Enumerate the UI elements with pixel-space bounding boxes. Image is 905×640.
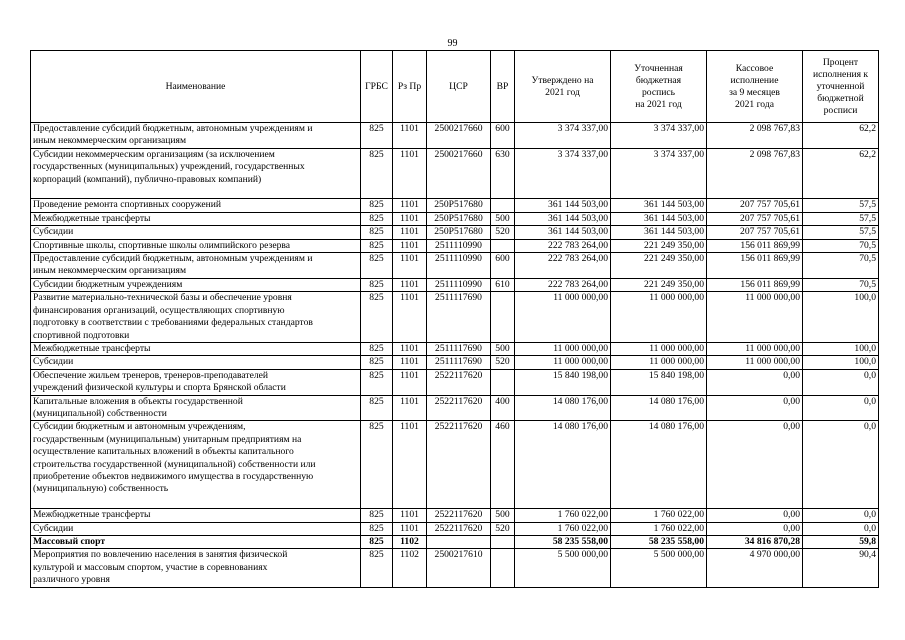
table-row [31,278,879,291]
cell-vr [491,239,515,252]
table-row [31,199,879,212]
header-approved [515,51,611,123]
table-row [31,395,879,421]
text-line [33,186,358,198]
cell-grbs: 825 [361,395,393,421]
cell-name [31,395,361,421]
cell-rzpr: 1101 [393,199,427,212]
cell-grbs: 825 [361,253,393,279]
text-line: Проведение ремонта спортивных сооружений [33,199,222,211]
cell-cash: 11 000 000,00 [707,356,803,369]
table-body [31,123,879,588]
cell-name [31,199,361,212]
cell-refined: 1 760 022,00 [611,509,707,522]
text-line: Субсидии [33,356,74,368]
text-line: Субсидии некоммерческим организациям (за исключением [33,148,275,160]
cell-percent: 0,0 [803,395,879,421]
cell-refined: 221 249 350,00 [611,239,707,252]
cell-approved: 222 783 264,00 [515,278,611,291]
text-line: корпораций (компаний), публично-правовых компаний) [33,173,262,185]
cell-approved: 14 080 176,00 [515,421,611,509]
cell-percent: 57,5 [803,199,879,212]
table-row [31,123,879,149]
cell-vr: 630 [491,148,515,199]
cell-cash: 207 757 705,61 [707,199,803,212]
cell-grbs: 825 [361,226,393,239]
cell-csr: 2500217610 [427,549,491,587]
cell-csr: 2522117620 [427,509,491,522]
cell-rzpr: 1101 [393,356,427,369]
cell-cash: 156 011 869,99 [707,239,803,252]
text-line: роспись [642,86,675,98]
cell-rzpr: 1101 [393,509,427,522]
cell-vr: 520 [491,226,515,239]
text-line: Мероприятия по вовлечению населения в занятия физической [33,549,288,561]
cell-refined: 11 000 000,00 [611,292,707,343]
cell-vr: 610 [491,278,515,291]
header-rzpr: Рз Пр [393,51,427,123]
cell-cash: 207 757 705,61 [707,226,803,239]
cell-approved: 361 144 503,00 [515,199,611,212]
page-number: 99 [447,38,458,49]
cell-percent: 100,0 [803,292,879,343]
text-line: Межбюджетные трансферты [33,342,151,354]
cell-percent: 100,0 [803,342,879,355]
cell-vr [491,536,515,549]
table-row [31,226,879,239]
text-line: Развитие материально-технической базы и обеспечение уровня [33,292,292,304]
cell-rzpr: 1101 [393,342,427,355]
cell-csr: 2511117690 [427,292,491,343]
cell-grbs: 825 [361,421,393,509]
cell-refined: 3 374 337,00 [611,123,707,149]
cell-rzpr: 1101 [393,212,427,225]
cell-approved: 5 500 000,00 [515,549,611,587]
cell-refined: 361 144 503,00 [611,212,707,225]
header-refined [611,51,707,123]
text-line: Утверждено на [531,74,594,86]
cell-name [31,369,361,395]
table-row [31,421,879,509]
header-name: Наименование [31,51,361,123]
text-line: росписи [823,104,858,116]
text-line: Капитальные вложения в объекты государственной [33,395,243,407]
text-line: Уточненная [634,62,683,74]
table-row [31,292,879,343]
cell-refined: 361 144 503,00 [611,199,707,212]
cell-csr: 2522117620 [427,421,491,509]
text-line: учреждений физической культуры и спорта Брянской области [33,382,286,394]
cell-vr: 500 [491,212,515,225]
cell-refined: 15 840 198,00 [611,369,707,395]
cell-csr: 250P517680 [427,212,491,225]
cell-csr: 2500217660 [427,123,491,149]
text-line: (муниципальную) собственность [33,483,169,495]
cell-name [31,123,361,149]
cell-rzpr: 1101 [393,239,427,252]
cell-csr: 2511110990 [427,253,491,279]
cell-approved: 3 374 337,00 [515,148,611,199]
cell-vr: 500 [491,509,515,522]
cell-cash: 11 000 000,00 [707,292,803,343]
cell-refined: 221 249 350,00 [611,253,707,279]
cell-refined: 11 000 000,00 [611,342,707,355]
cell-name [31,148,361,199]
cell-refined: 5 500 000,00 [611,549,707,587]
cell-csr: 2511110990 [427,278,491,291]
text-line: Межбюджетные трансферты [33,509,151,521]
table-row [31,239,879,252]
text-line: иным некоммерческим организациям [33,265,187,277]
cell-rzpr: 1101 [393,148,427,199]
text-line: Массовый спорт [33,536,106,547]
cell-rzpr: 1101 [393,253,427,279]
cell-percent: 57,5 [803,226,879,239]
cell-csr: 2522117620 [427,395,491,421]
cell-cash: 0,00 [707,421,803,509]
cell-approved: 1 760 022,00 [515,522,611,535]
cell-percent: 100,0 [803,356,879,369]
header-csr: ЦСР [427,51,491,123]
header-grbs: ГРБС [361,51,393,123]
cell-grbs: 825 [361,509,393,522]
cell-grbs: 825 [361,239,393,252]
cell-vr: 600 [491,253,515,279]
header-percent [803,51,879,123]
table-row [31,253,879,279]
cell-vr: 500 [491,342,515,355]
text-line: Процент [822,56,859,68]
cell-percent: 62,2 [803,123,879,149]
cell-cash: 4 970 000,00 [707,549,803,587]
cell-name [31,509,361,522]
cell-percent: 70,5 [803,253,879,279]
cell-csr: 2511110990 [427,239,491,252]
cell-cash: 156 011 869,99 [707,278,803,291]
table-row [31,369,879,395]
cell-rzpr: 1101 [393,522,427,535]
text-line: Спортивные школы, спортивные школы олимпийского резерва [33,239,291,251]
text-line: бюджетная [635,74,682,86]
cell-name [31,549,361,587]
text-line: приобретение объектов недвижимого имущества в государственную [33,470,314,482]
cell-vr [491,292,515,343]
cell-vr [491,199,515,212]
cell-refined: 361 144 503,00 [611,226,707,239]
cell-grbs: 825 [361,342,393,355]
cell-name [31,536,361,549]
text-line: строительства государственной (муниципальной) собственности или [33,458,316,470]
cell-cash: 34 816 870,28 [707,536,803,549]
cell-percent: 0,0 [803,509,879,522]
cell-percent: 70,5 [803,239,879,252]
cell-refined: 221 249 350,00 [611,278,707,291]
cell-vr [491,549,515,587]
cell-percent: 70,5 [803,278,879,291]
cell-percent: 0,0 [803,369,879,395]
text-line: спортивной подготовки [33,329,130,341]
table-header-row [31,51,879,123]
cell-grbs: 825 [361,549,393,587]
cell-vr: 400 [491,395,515,421]
cell-name [31,421,361,509]
text-line: Кассовое [735,62,774,74]
text-line: на 2021 год [635,98,682,110]
text-line: иным некоммерческим организациям [33,135,187,147]
text-line: 2021 года [735,98,774,110]
cell-name [31,278,361,291]
cell-vr: 460 [491,421,515,509]
cell-rzpr: 1101 [393,369,427,395]
cell-approved: 222 783 264,00 [515,253,611,279]
cell-csr: 2522117620 [427,369,491,395]
cell-refined: 14 080 176,00 [611,395,707,421]
cell-approved: 11 000 000,00 [515,356,611,369]
table-row [31,148,879,199]
cell-vr [491,369,515,395]
text-line: (муниципальной) собственности [33,407,167,419]
cell-vr: 600 [491,123,515,149]
cell-rzpr: 1101 [393,292,427,343]
cell-approved: 15 840 198,00 [515,369,611,395]
cell-csr: 2511117690 [427,356,491,369]
text-line: культурой и массовым спортом, участие в соревнованиях [33,561,268,573]
cell-grbs: 825 [361,522,393,535]
text-line: Субсидии [33,522,74,534]
table-row [31,522,879,535]
cell-name [31,226,361,239]
text-line: Предоставление субсидий бюджетным, автономным учреждениям и [33,253,313,265]
cell-percent: 59,8 [803,536,879,549]
cell-approved: 14 080 176,00 [515,395,611,421]
cell-refined: 58 235 558,00 [611,536,707,549]
cell-rzpr: 1101 [393,421,427,509]
header-vr: ВР [491,51,515,123]
text-line: подготовку в соответствии с требованиями федеральных стандартов [33,317,313,329]
text-line [33,496,358,508]
text-line: осуществление капитальных вложений в объекты капитального [33,446,294,458]
table-row [31,509,879,522]
cell-refined: 14 080 176,00 [611,421,707,509]
table-row [31,212,879,225]
cell-cash: 207 757 705,61 [707,212,803,225]
cell-refined: 1 760 022,00 [611,522,707,535]
table-row [31,536,879,549]
cell-cash: 0,00 [707,395,803,421]
text-line: исполнение [730,74,779,86]
cell-csr [427,536,491,549]
cell-vr: 520 [491,356,515,369]
cell-rzpr: 1101 [393,226,427,239]
table-row [31,342,879,355]
cell-name [31,522,361,535]
cell-cash: 0,00 [707,509,803,522]
text-line: государственных (муниципальных) учреждений, государственных [33,161,305,173]
cell-name [31,342,361,355]
cell-csr: 2500217660 [427,148,491,199]
cell-grbs: 825 [361,292,393,343]
cell-percent: 62,2 [803,148,879,199]
cell-refined: 3 374 337,00 [611,148,707,199]
text-line: финансирования организаций, осуществляющих спортивную [33,304,285,316]
cell-grbs: 825 [361,278,393,291]
header-cash [707,51,803,123]
table-row [31,356,879,369]
text-line: Обеспечение жильем тренеров, тренеров-преподавателей [33,369,269,381]
cell-grbs: 825 [361,123,393,149]
cell-approved: 361 144 503,00 [515,212,611,225]
cell-grbs: 825 [361,212,393,225]
cell-grbs: 825 [361,356,393,369]
cell-approved: 3 374 337,00 [515,123,611,149]
cell-name [31,292,361,343]
cell-approved: 58 235 558,00 [515,536,611,549]
cell-vr: 520 [491,522,515,535]
cell-grbs: 825 [361,369,393,395]
cell-refined: 11 000 000,00 [611,356,707,369]
cell-approved: 361 144 503,00 [515,226,611,239]
cell-approved: 11 000 000,00 [515,292,611,343]
cell-cash: 2 098 767,83 [707,148,803,199]
cell-approved: 222 783 264,00 [515,239,611,252]
cell-grbs: 825 [361,199,393,212]
cell-approved: 1 760 022,00 [515,509,611,522]
cell-percent: 90,4 [803,549,879,587]
cell-cash: 11 000 000,00 [707,342,803,355]
text-line: Субсидии бюджетным учреждениям [33,278,183,290]
table-row [31,549,879,587]
cell-csr: 2511117690 [427,342,491,355]
cell-name [31,212,361,225]
text-line: Субсидии бюджетным и автономным учреждениям, [33,421,246,433]
text-line: Межбюджетные трансферты [33,212,151,224]
cell-cash: 2 098 767,83 [707,123,803,149]
cell-name [31,239,361,252]
cell-rzpr: 1102 [393,536,427,549]
cell-csr: 2522117620 [427,522,491,535]
cell-rzpr: 1101 [393,278,427,291]
text-line: Предоставление субсидий бюджетным, автономным учреждениям и [33,123,313,134]
text-line: различного уровня [33,574,110,586]
cell-cash: 0,00 [707,369,803,395]
cell-percent: 57,5 [803,212,879,225]
text-line: уточненной [816,80,865,92]
cell-rzpr: 1101 [393,395,427,421]
cell-name [31,253,361,279]
cell-name [31,356,361,369]
text-line: государственным (муниципальным) унитарным предприятиям на [33,433,302,445]
cell-rzpr: 1101 [393,123,427,149]
text-line: за 9 месяцев [729,86,780,98]
text-line: 2021 год [545,86,580,98]
cell-csr: 250P517680 [427,226,491,239]
text-line: Субсидии [33,226,74,238]
cell-percent: 0,0 [803,522,879,535]
cell-rzpr: 1102 [393,549,427,587]
cell-grbs: 825 [361,536,393,549]
cell-cash: 156 011 869,99 [707,253,803,279]
text-line: исполнения к [812,68,869,80]
cell-approved: 11 000 000,00 [515,342,611,355]
budget-table [30,50,879,588]
text-line: бюджетной [817,92,864,104]
cell-percent: 0,0 [803,421,879,509]
cell-cash: 0,00 [707,522,803,535]
cell-grbs: 825 [361,148,393,199]
cell-csr: 250P517680 [427,199,491,212]
